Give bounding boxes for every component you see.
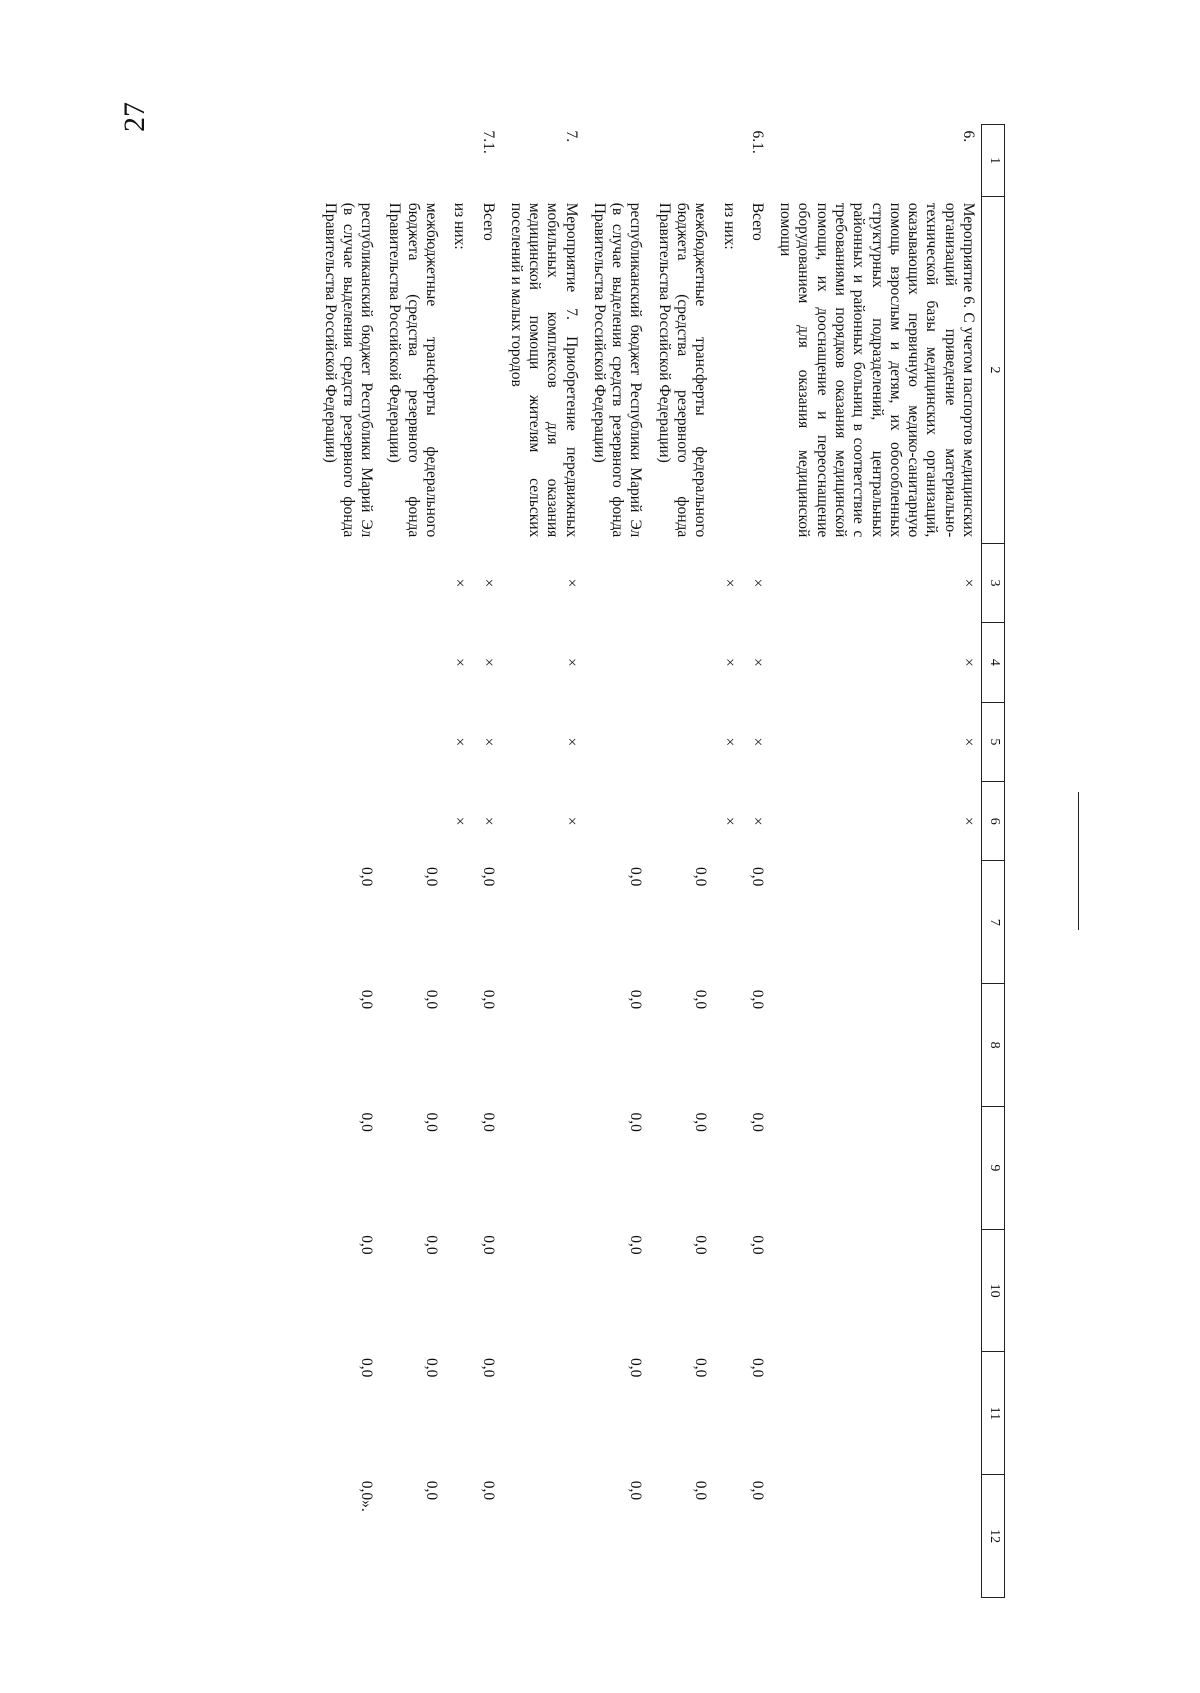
col12-cell: 0,0 xyxy=(627,1480,645,1501)
col8-cell: 0,0 xyxy=(422,989,440,1010)
col12-cell: 0,0 xyxy=(422,1480,440,1501)
col4-cell: × xyxy=(748,658,766,667)
col12-cell xyxy=(713,1475,741,1598)
col5-cell: × xyxy=(960,737,977,747)
row-description-cell: из них: xyxy=(451,202,469,250)
row-number-cell xyxy=(314,125,379,197)
header-cell-6: 6 xyxy=(982,782,1005,861)
budget-table xyxy=(314,124,1005,1598)
col5-cell xyxy=(584,702,649,781)
col4-cell xyxy=(649,623,714,702)
row-number-cell xyxy=(713,125,741,197)
col3-cell: × xyxy=(562,578,580,588)
col9-cell xyxy=(713,1106,741,1229)
row-description-cell: из них: xyxy=(720,202,738,250)
col9-cell xyxy=(501,1106,584,1229)
col4-cell: × xyxy=(960,658,977,667)
row-description-cell: Всего xyxy=(748,202,766,241)
table-row xyxy=(472,125,500,1598)
row-number-cell: 6.1. xyxy=(748,130,766,154)
col6-cell: × xyxy=(562,816,580,826)
col4-cell xyxy=(379,623,444,702)
table-row xyxy=(444,125,472,1598)
col5-cell xyxy=(314,702,379,781)
col3-cell: × xyxy=(748,578,766,588)
row-number-cell xyxy=(379,125,444,197)
col4-cell xyxy=(584,623,649,702)
col6-cell: × xyxy=(479,816,497,826)
page-number: 27 xyxy=(118,102,151,132)
col11-cell xyxy=(770,1352,982,1475)
col4-cell: × xyxy=(720,658,738,667)
col8-cell: 0,0 xyxy=(627,989,645,1010)
col4-cell: × xyxy=(479,658,497,667)
row-number-cell xyxy=(584,125,649,197)
col3-cell xyxy=(649,543,714,622)
row-number-cell xyxy=(649,125,714,197)
header-cell-9: 9 xyxy=(982,1106,1005,1229)
header-cell-1: 1 xyxy=(982,125,1005,197)
header-cell-11: 11 xyxy=(982,1352,1005,1475)
row-number-cell: 6. xyxy=(960,130,977,143)
col11-cell xyxy=(501,1352,584,1475)
col8-cell: 0,0 xyxy=(358,989,376,1010)
col9-cell xyxy=(444,1106,472,1229)
col9-cell: 0,0 xyxy=(627,1112,645,1132)
col5-cell xyxy=(379,702,444,781)
col7-cell xyxy=(444,861,472,984)
header-cell-5: 5 xyxy=(982,702,1005,781)
col10-cell: 0,0 xyxy=(479,1235,497,1255)
col10-cell xyxy=(444,1229,472,1352)
col7-cell xyxy=(770,861,982,984)
row-description-cell: республиканский бюджет Республики Марий Эл (в случае выделения средств резервного фонда Правительства Российской Федерации) xyxy=(321,202,376,538)
row-description-cell: межбюджетные трансферты федерального бюджета (средства резервного фонда Правительства Российской Федерации) xyxy=(655,202,710,538)
table-row xyxy=(742,125,770,1598)
col5-cell: × xyxy=(479,737,497,747)
col6-cell: × xyxy=(748,816,766,826)
col11-cell xyxy=(713,1352,741,1475)
col5-cell: × xyxy=(720,737,738,747)
col7-cell xyxy=(713,861,741,984)
col11-cell: 0,0 xyxy=(692,1357,710,1378)
col11-cell: 0,0 xyxy=(748,1357,766,1378)
col3-cell: × xyxy=(451,578,469,588)
col8-cell: 0,0 xyxy=(692,989,710,1010)
col3-cell: × xyxy=(479,578,497,588)
col7-cell: 0,0 xyxy=(479,866,497,887)
col8-cell: 0,0 xyxy=(479,989,497,1010)
table-row xyxy=(501,125,584,1598)
row-description-cell: республиканский бюджет Республики Марий Эл (в случае выделения средств резервного фонда Правительства Российской Федерации) xyxy=(590,202,645,538)
col5-cell: × xyxy=(562,737,580,747)
col12-cell: 0,0 xyxy=(479,1480,497,1501)
header-cell-2: 2 xyxy=(982,197,1005,544)
header-cell-3: 3 xyxy=(982,543,1005,622)
col9-cell: 0,0 xyxy=(358,1112,376,1132)
col11-cell xyxy=(444,1352,472,1475)
table-row xyxy=(314,125,379,1598)
col11-cell: 0,0 xyxy=(422,1357,440,1378)
col12-cell xyxy=(501,1475,584,1598)
col12-cell: 0,0». xyxy=(358,1480,376,1512)
col8-cell xyxy=(444,984,472,1107)
col3-cell xyxy=(379,543,444,622)
col9-cell xyxy=(770,1106,982,1229)
col9-cell: 0,0 xyxy=(692,1112,710,1132)
col3-cell: × xyxy=(960,578,977,588)
col10-cell: 0,0 xyxy=(748,1235,766,1255)
col8-cell xyxy=(713,984,741,1107)
col6-cell xyxy=(584,782,649,861)
table-row xyxy=(713,125,741,1598)
col10-cell: 0,0 xyxy=(358,1235,376,1255)
col10-cell: 0,0 xyxy=(627,1235,645,1255)
table-row xyxy=(649,125,714,1598)
table-page-rotated xyxy=(205,124,1005,1598)
col7-cell xyxy=(501,861,584,984)
col6-cell: × xyxy=(960,816,977,826)
header-cell-8: 8 xyxy=(982,984,1005,1107)
row-description-cell: Всего xyxy=(479,202,497,241)
col11-cell: 0,0 xyxy=(358,1357,376,1378)
table-row xyxy=(379,125,444,1598)
col8-cell: 0,0 xyxy=(748,989,766,1010)
table-body xyxy=(314,125,981,1598)
col12-cell xyxy=(444,1475,472,1598)
table-row xyxy=(770,125,982,1598)
col4-cell xyxy=(314,623,379,702)
header-cell-4: 4 xyxy=(982,623,1005,702)
col10-cell xyxy=(501,1229,584,1352)
col4-cell: × xyxy=(562,658,580,667)
col5-cell: × xyxy=(748,737,766,747)
row-number-cell xyxy=(444,125,472,197)
col11-cell: 0,0 xyxy=(627,1357,645,1378)
scan-line-mark xyxy=(1078,792,1079,930)
col6-cell xyxy=(649,782,714,861)
col8-cell xyxy=(770,984,982,1107)
row-description-cell: Мероприятие 6. С учетом паспортов медицинских организаций приведение материально-технической базы медицинских организаций, оказывающих первичную медико-санитарную помощь взрослым и детям, их обособленных структурных подразделений, центральных районных и районных больниц в соответствие с требованиями порядков оказания медицинской помощи, их дооснащение и переоснащение оборудованием для оказания медицинской помощи xyxy=(777,202,977,538)
col3-cell: × xyxy=(720,578,738,588)
header-cell-12: 12 xyxy=(982,1475,1005,1598)
col10-cell xyxy=(713,1229,741,1352)
col6-cell xyxy=(379,782,444,861)
col7-cell: 0,0 xyxy=(627,866,645,887)
col9-cell: 0,0 xyxy=(748,1112,766,1132)
col10-cell: 0,0 xyxy=(692,1235,710,1255)
col3-cell xyxy=(314,543,379,622)
col5-cell: × xyxy=(451,737,469,747)
col5-cell xyxy=(649,702,714,781)
col10-cell: 0,0 xyxy=(422,1235,440,1255)
col6-cell: × xyxy=(451,816,469,826)
col10-cell xyxy=(770,1229,982,1352)
col12-cell: 0,0 xyxy=(748,1480,766,1501)
row-number-cell: 7. xyxy=(562,130,580,143)
row-number-cell: 7.1. xyxy=(479,130,497,154)
table-row xyxy=(584,125,649,1598)
col11-cell: 0,0 xyxy=(479,1357,497,1378)
col6-cell: × xyxy=(720,816,738,826)
col9-cell: 0,0 xyxy=(479,1112,497,1132)
col6-cell xyxy=(314,782,379,861)
header-cell-10: 10 xyxy=(982,1229,1005,1352)
col8-cell xyxy=(501,984,584,1107)
col7-cell: 0,0 xyxy=(748,866,766,887)
col7-cell: 0,0 xyxy=(422,866,440,887)
header-row xyxy=(982,125,1005,1598)
row-description-cell: Мероприятие 7. Приобретение передвижных мобильных комплексов для оказания медицинской помощи жителям сельских поселений и малых городов xyxy=(507,202,580,538)
col12-cell: 0,0 xyxy=(692,1480,710,1501)
col4-cell: × xyxy=(451,658,469,667)
col12-cell xyxy=(770,1475,982,1598)
col7-cell: 0,0 xyxy=(692,866,710,887)
col9-cell: 0,0 xyxy=(422,1112,440,1132)
row-description-cell: межбюджетные трансферты федерального бюджета (средства резервного фонда Правительства Российской Федерации) xyxy=(386,202,440,538)
header-cell-7: 7 xyxy=(982,861,1005,984)
col3-cell xyxy=(584,543,649,622)
col7-cell: 0,0 xyxy=(358,866,376,887)
